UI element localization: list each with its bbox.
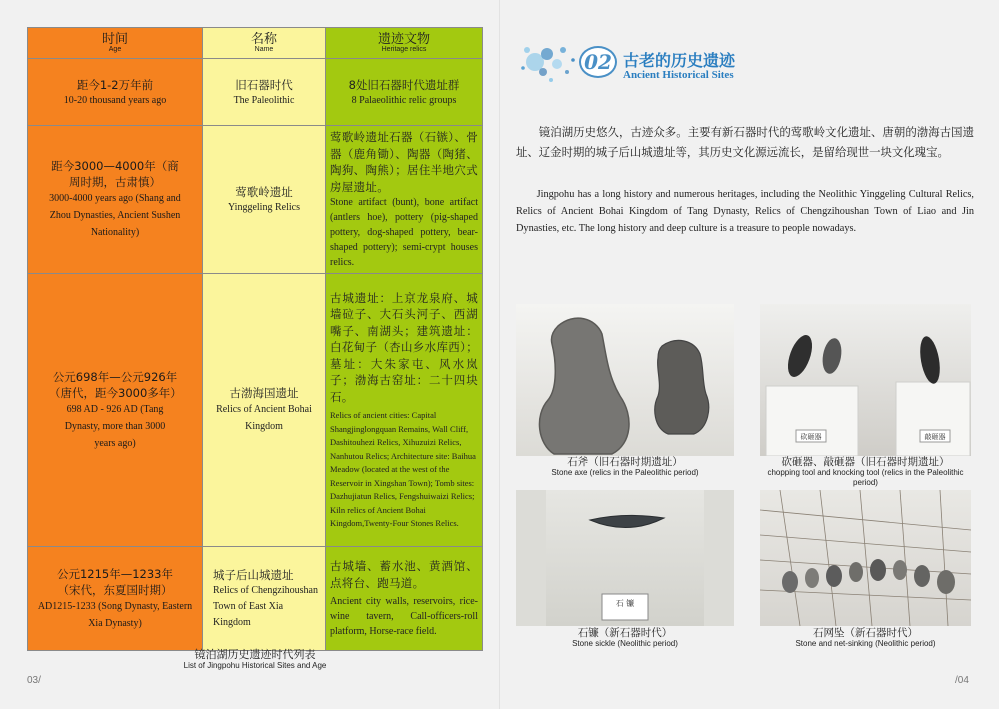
caption-stone-sickle	[516, 627, 734, 649]
header-relics	[326, 28, 483, 59]
label-chopping: 砍砸器	[800, 433, 822, 441]
page-number-right: /04	[955, 675, 969, 686]
age-en: AD1215-1233 (Song Dynasty, Eastern Xia Dynasty)	[37, 600, 193, 629]
caption-net-sinker	[760, 627, 971, 649]
caption-zh: 石斧（旧石器时期遗址）	[567, 456, 683, 468]
relics-cell	[326, 59, 483, 126]
section-number: 02	[579, 46, 617, 78]
header-relics-zh: 遗迹文物	[377, 31, 430, 47]
label-knocking: 敲砸器	[924, 433, 946, 441]
stone-axe-illustration	[516, 304, 734, 456]
table-row	[28, 547, 483, 651]
caption-en: Stone sickle (Neolithic period)	[572, 639, 678, 648]
relics-zh: 古城遗址：上京龙泉府、城墙砬子、大石头河子、西湖嘴子、南湖头；建筑遗址：白花甸子（杏山乡水库西）；墓址：大朱家屯、风水岚子；渤海古窑址：二十四块石。	[330, 290, 478, 404]
age-zh: 公元1215年—1233年（宋代，东夏国时期）	[56, 566, 174, 597]
table-row	[28, 274, 483, 547]
header-age-en: Age	[108, 45, 122, 53]
section-title-en: Ancient Historical Sites	[623, 69, 734, 81]
net-sinker-illustration	[760, 490, 971, 626]
table-caption-zh: 镜泊湖历史遗迹时代列表	[194, 648, 316, 661]
name-cell	[203, 126, 326, 274]
page-number-left: 03/	[27, 675, 41, 686]
section-header	[517, 36, 757, 88]
heritage-table	[27, 27, 483, 651]
name-zh: 古渤海国遗址	[229, 386, 299, 400]
photo-stone-axe	[516, 304, 734, 456]
photo-stone-sickle	[516, 490, 734, 626]
name-cell	[203, 274, 326, 547]
header-age	[28, 28, 203, 59]
table-caption-en: List of Jingpohu Historical Sites and Age	[183, 661, 327, 670]
relics-cell	[326, 126, 483, 274]
header-name-zh: 名称	[250, 31, 277, 47]
name-en: Relics of Ancient Bohai Kingdom	[216, 404, 312, 432]
age-cell	[28, 126, 203, 274]
age-en: 3000-4000 years ago (Shang and Zhou Dynasties, Ancient Sushen Nationality)	[49, 193, 181, 238]
table-header-row	[28, 28, 483, 59]
stone-sickle-illustration	[516, 490, 734, 626]
relics-cell	[326, 547, 483, 651]
caption-zh: 石镰（新石器时代）	[577, 627, 673, 639]
caption-en: Stone axe (relics in the Paleolithic period)	[551, 468, 699, 477]
header-relics-en: Heritage relics	[381, 45, 427, 53]
name-zh: 旧石器时代	[235, 77, 293, 92]
name-en: The Paleolithic	[233, 94, 295, 106]
relics-en: 8 Palaeolithic relic groups	[351, 94, 457, 106]
relics-cell	[326, 274, 483, 547]
name-en: Relics of Chengzihoushan Town of East Xia Kingdom	[213, 584, 318, 628]
caption-zh: 砍砸器、敲砸器（旧石器时期遗址）	[781, 456, 950, 468]
splash-decoration-icon	[517, 36, 579, 86]
header-name-en: Name	[254, 45, 274, 53]
table-row	[28, 59, 483, 126]
section-title-zh: 古老的历史遗迹	[623, 51, 736, 70]
label-sickle: 石 镰	[615, 599, 635, 608]
age-zh: 公元698年—公元926年（唐代，距今3000多年）	[49, 369, 182, 400]
section-body-zh: 镜泊湖历史悠久，古迹众多。主要有新石器时代的莺歌岭文化遗址、唐朝的渤海古国遗址、辽金时期的城子后山城遗址等，其历史文化源远流长，是留给现世一块文化瑰宝。	[516, 125, 974, 159]
relics-zh: 8处旧石器时代遗址群	[348, 77, 460, 92]
relics-en: Relics of ancient cities: Capital Shangjinglongquan Remains, Wall Cliff, Dashitouhezi Relics, Xihuzuizi Relics, Nanhutou Relics; Architecture site: Baihua Meadow (located at the west of the Reservoir in Xingshan Town); Tomb sites: Dazhujiatun Relics, Fengshuiwaizi Relics; Kiln relics of Ancient Bohai Kingdom,Twenty-Four Stones Relics.	[330, 410, 476, 528]
chopping-tool-illustration	[760, 304, 971, 456]
caption-en: chopping tool and knocking tool (relics in the Paleolithic period)	[767, 468, 964, 487]
name-cell	[203, 59, 326, 126]
age-en: 698 AD - 926 AD (Tang Dynasty, more than 3000 years ago)	[64, 403, 166, 449]
table-caption	[27, 649, 483, 670]
photo-chopping-tool	[760, 304, 971, 456]
name-zh: 莺歌岭遗址	[235, 185, 293, 199]
header-age-zh: 时间	[101, 31, 128, 47]
relics-en: Ancient city walls, reservoirs, rice-wine tavern, Call-officers-roll platform, Horse-race field.	[330, 596, 478, 637]
age-cell	[28, 274, 203, 547]
age-cell	[28, 547, 203, 651]
age-zh: 距今3000—4000年（商周时期，古肃慎）	[51, 159, 179, 189]
page-fold	[499, 0, 500, 709]
caption-zh: 石网坠（新石器时代）	[813, 627, 918, 639]
relics-en: Stone artifact (bunt), bone artifact (antlers hoe), pottery (pig-shaped pottery, dog-shaped pottery, bear-shaped pottery); semi-crypt houses relics.	[330, 197, 478, 268]
relics-zh: 莺歌岭遗址石器（石镞）、骨器（鹿角锄）、陶器（陶猪、陶狗、陶熊）；居住半地穴式房屋遗址。	[330, 130, 478, 194]
section-body-en: Jingpohu has a long history and numerous heritages, including the Neolithic Yinggeling Cultural Relics, Relics of Ancient Bohai Kingdom of Tang Dynasty, Relics of Chengzihoushan Town of Liao and Jin Dynasties, etc. The long history and deep culture is a treasure to people nowadays.	[516, 189, 974, 234]
photo-net-sinker	[760, 490, 971, 626]
relics-zh: 古城墙、蓄水池、黄酒馆、点将台、跑马道。	[330, 559, 478, 590]
name-cell	[203, 547, 326, 651]
age-en: 10-20 thousand years ago	[63, 94, 167, 106]
caption-stone-axe	[516, 456, 734, 478]
header-name	[203, 28, 326, 59]
name-en: Yinggeling Relics	[228, 202, 300, 213]
table-row	[28, 126, 483, 274]
age-zh: 距今1-2万年前	[76, 77, 154, 92]
caption-en: Stone and net-sinking (Neolithic period)	[795, 639, 936, 648]
name-zh: 城子后山城遗址	[213, 567, 294, 582]
age-cell	[28, 59, 203, 126]
caption-chopping-tool	[760, 456, 971, 488]
